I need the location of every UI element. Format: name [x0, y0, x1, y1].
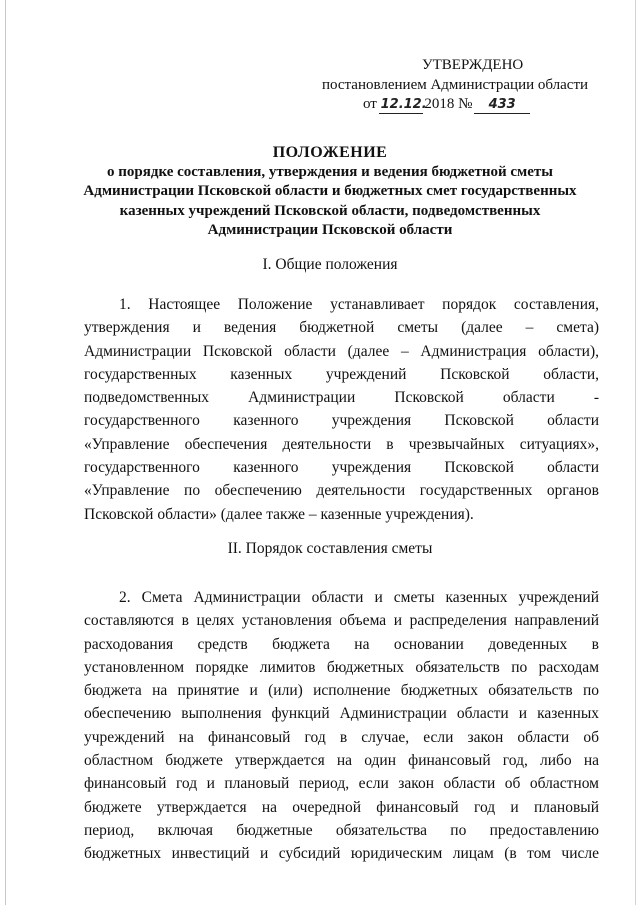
section-2-heading: II. Порядок составления сметы: [227, 540, 433, 557]
paragraph-line: учреждений на финансовый год в случае, если закон области об: [84, 728, 599, 746]
paragraph-2: [84, 586, 599, 866]
scan-left-edge: [5, 0, 6, 905]
paragraph-line: бюджете утверждается на очередной финансовый год и плановый: [84, 798, 599, 816]
approval-title: УТВЕРЖДЕНО: [422, 57, 524, 73]
paragraph-line: утверждения и ведения бюджетной сметы (далее – смета): [84, 319, 599, 337]
year-and-number-label: 2018 №: [424, 96, 473, 112]
paragraph-line: финансовый год и плановый период, если закон области об областном: [84, 775, 599, 793]
handwritten-date: 12.12.: [381, 95, 421, 115]
paragraph-line: подведомственных Администрации Псковской области -: [84, 389, 599, 407]
handwritten-number: 433: [476, 95, 528, 115]
paragraph-line: обеспечению выполнения функций Администрации области и казенных: [84, 705, 599, 723]
title-line-3: казенных учреждений Псковской области, подведомственных: [119, 202, 541, 219]
title-line-1: о порядке составления, утверждения и ведения бюджетной сметы: [107, 163, 553, 180]
paragraph-line: составляются в целях установления объема и распределения направлений: [84, 612, 599, 630]
title-line-2: Администрации Псковской области и бюджетных смет государственных: [83, 183, 577, 199]
scan-right-edge: [635, 0, 636, 905]
approval-stamp: [300, 56, 600, 115]
approval-date-line: [300, 95, 600, 115]
date-prefix: от: [363, 96, 377, 112]
paragraph-line: установленном порядке лимитов бюджетных обязательств по расходам: [84, 658, 599, 676]
paragraph-line: 1. Настоящее Положение устанавливает порядок составления,: [119, 296, 599, 313]
paragraph-1: [84, 293, 599, 526]
paragraph-line: период, включая бюджетные обязательства по предоставлению: [84, 821, 599, 839]
paragraph-line: 2. Смета Администрации области и сметы казенных учреждений: [119, 589, 599, 606]
paragraph-line: государственных казенных учреждений Псковской области,: [84, 365, 599, 383]
paragraph-line: расходования средств бюджета на основании доведенных в: [84, 635, 599, 653]
paragraph-line: государственного казенного учреждения Псковской области: [84, 412, 599, 430]
paragraph-line: государственного казенного учреждения Псковской области: [84, 459, 599, 477]
paragraph-line: «Управление по обеспечению деятельности государственных органов: [84, 482, 599, 500]
paragraph-line: бюджета на принятие и (или) исполнение бюджетных обязательств по: [84, 682, 599, 700]
document-title: [60, 143, 600, 241]
title-main: ПОЛОЖЕНИЕ: [272, 144, 388, 161]
paragraph-line: Администрации Псковской области (далее – Администрация области),: [84, 342, 599, 360]
paragraph-line: областном бюджете утверждается на один финансовый год, либо на: [84, 752, 599, 770]
approval-org: постановлением Администрации области: [322, 76, 589, 93]
section-1-heading: I. Общие положения: [262, 256, 398, 273]
paragraph-line: бюджетных инвестиций и субсидий юридическим лицам (в том числе: [84, 845, 599, 863]
paragraph-line: Псковской области» (далее также – казенные учреждения).: [84, 505, 474, 523]
title-line-4: Администрации Псковской области: [207, 222, 453, 238]
paragraph-line: «Управление обеспечения деятельности в чрезвычайных ситуациях»,: [84, 435, 599, 453]
